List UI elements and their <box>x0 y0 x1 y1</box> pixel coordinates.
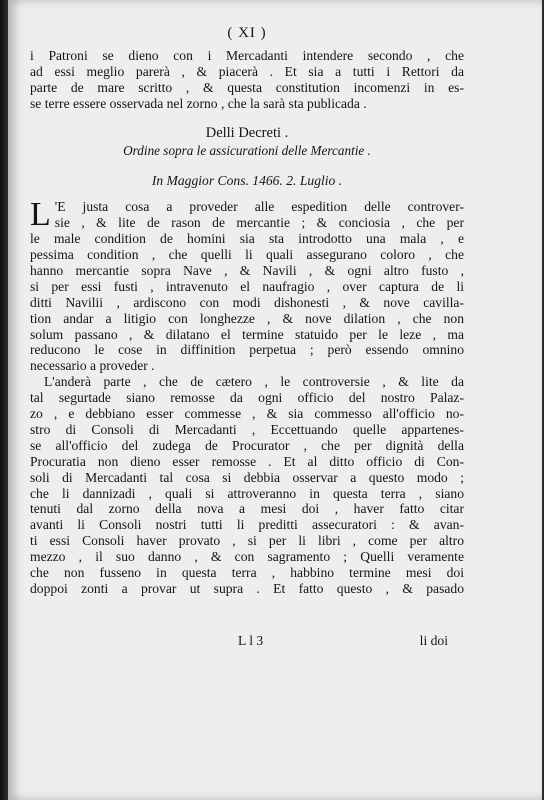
section-title: Delli Decreti . <box>205 124 289 141</box>
text-line: parte de mare scritto , & questa constitution incomenzi in es- <box>30 79 464 95</box>
folio-header: ( XI ) <box>227 25 267 41</box>
text-line: ad essi meglio parerà , & piacerà . Et sia a tutti i Rettori da <box>30 63 464 79</box>
text-line: ditti Navilii , ardiscono con modi dishonesti , & nove cavilla- <box>30 294 464 310</box>
text-line: che non fusseno in questa terra , habbino termine mesi doi <box>30 565 464 581</box>
text-line: i Patroni se dieno con i Mercadanti intendere secondo , che <box>30 47 464 63</box>
text-line: doppoi zonti a provar ut supra . Et fatto questo , & pasado <box>30 581 464 596</box>
text-line: stro di Consoli di Mercadanti , Eccettuando quelle appartenes- <box>30 421 464 437</box>
text-line: sie , & lite de rason de mercantie ; & conciosia , che per <box>54 215 464 231</box>
section-subtitle: Ordine sopra le assicurationi delle Mercantie . <box>123 143 371 159</box>
text-line: pessima condition , che quelli li quali assegurano coloro , che <box>30 246 464 262</box>
signature-mark: L l 3 <box>238 633 264 648</box>
text-line: Procuratia non dieno esser remosse . Et al ditto officio di Con- <box>30 453 464 469</box>
text-line: mezzo , il suo danno , & con sagramento ; Quelli veramente <box>30 549 464 565</box>
page-text <box>30 26 464 597</box>
text-line: tenuti dal zorno della nova a mesi doi , haver fatto citar <box>30 501 464 517</box>
intro-paragraph <box>30 48 464 112</box>
text-line: si per essi fusti , intravenuto el naufragio , over captura de li <box>30 278 464 294</box>
text-line: che li dannizadi , quali si attroveranno in questa terra , siano <box>30 485 464 501</box>
catchword: li doi <box>419 633 448 648</box>
text-line: L'anderà parte , che de cætero , le controversie , & lite da <box>44 374 464 390</box>
text-line: se all'officio del zudega de Procurator , che per dignità della <box>30 437 464 453</box>
paragraph-1 <box>30 196 464 374</box>
text-line: avanti li Consoli nostri tutti li preditti assecuratori : & avan- <box>30 517 464 533</box>
text-line: 'E justa cosa a proveder alle espedition delle controver- <box>54 199 464 215</box>
decree-date: In Maggior Cons. 1466. 2. Luglio . <box>151 173 343 189</box>
text-line: le male condition de homini sia sta introdotto una mala , e <box>30 231 464 247</box>
text-line: ti essi Consoli haver provato , si per li libri , come per altro <box>30 533 464 549</box>
text-line: necessario a proveder . <box>30 358 155 374</box>
text-line: zo , e debbiano esser commesse , & sia commesso all'officio no- <box>30 406 464 422</box>
drop-cap-initial: L <box>30 196 51 234</box>
text-line: reducono le cose in diffinition perpetua ; però essendo omnino <box>30 342 464 358</box>
paragraph-2 <box>30 374 464 597</box>
text-line: hanno mercantie sopra Nave , & Navili , & ogni altro fusto , <box>30 262 464 278</box>
text-line: se terre essere osservada nel zorno , che la sarà sta publicada . <box>30 95 367 111</box>
text-line: tion andar a litigio con longhezze , & nove dilation , che non <box>30 310 464 326</box>
text-line: tal segurtade siano remosse da ogni officio del nostro Palaz- <box>30 390 464 406</box>
printed-page <box>8 0 542 800</box>
text-line: soli di Mercadanti tal cosa si debbia osservar a questo modo ; <box>30 469 464 485</box>
text-line: solum passano , & dilatano el termine statuido per le leze , ma <box>30 326 464 342</box>
